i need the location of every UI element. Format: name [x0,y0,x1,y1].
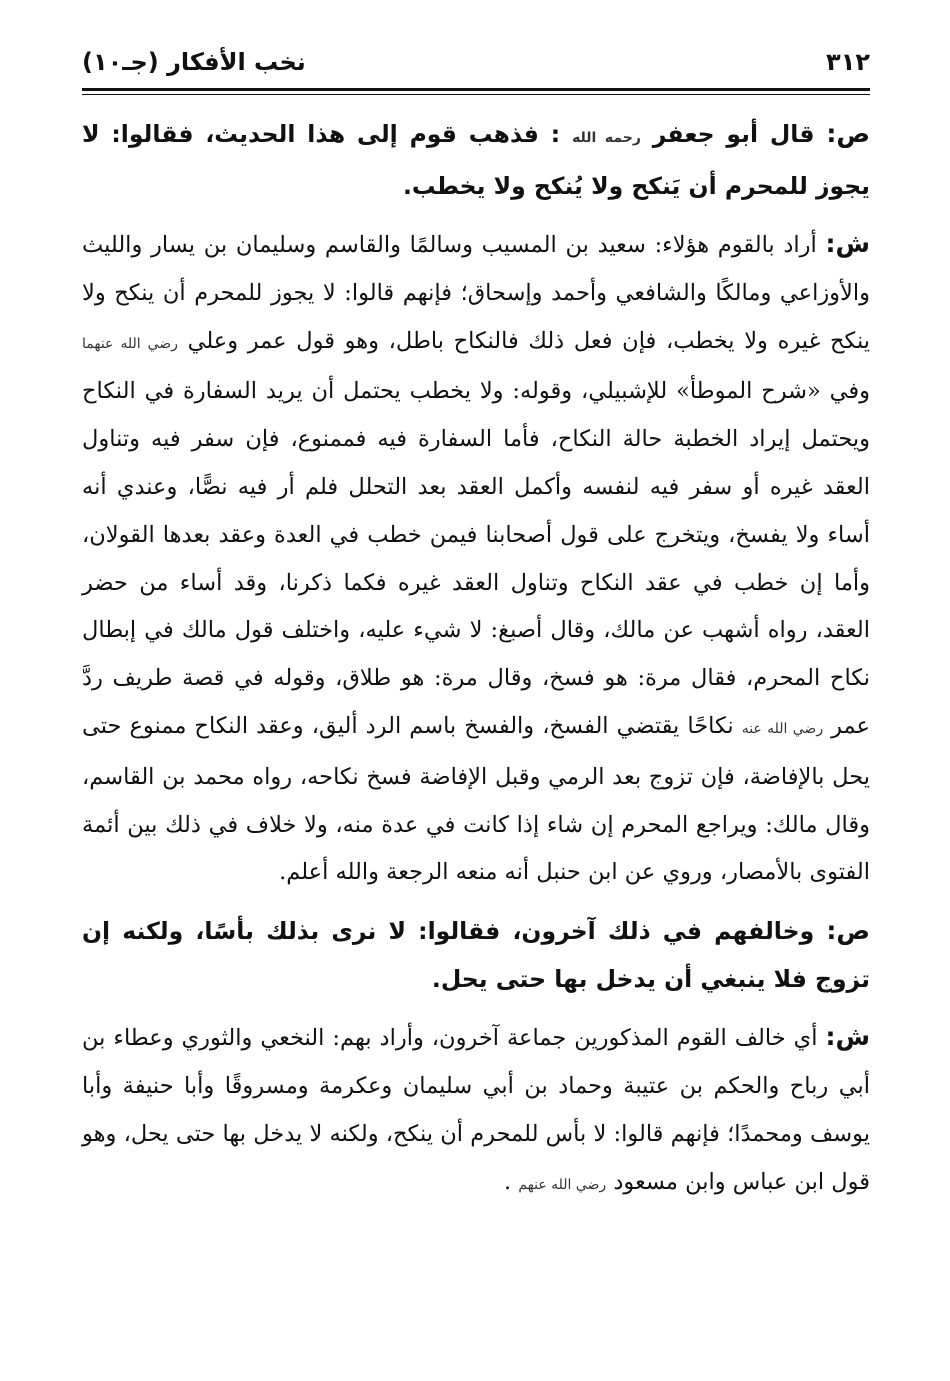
honorific-glyph: رضي الله عنهما [82,335,178,352]
sharh-text: أي خالف القوم المذكورين جماعة آخرون، وأراد بهم: النخعي والثوري وعطاء بن أبي رباح والحكم بن عتيبة وحماد بن أبي سليمان وعكرمة ومسروقًا وأبا حنيفة وأبا يوسف ومحمدًا؛ فإنهم قالوا: لا بأس للمحرم أن ينكح، ولكنه لا يدخل بها حتى يحل، وهو قول ابن عباس وابن مسعود [82,1025,870,1195]
matn-marker: ص: [826,916,870,946]
sharh-text: أراد بالقوم هؤلاء: سعيد بن المسيب وسالمًا والقاسم وسليمان بن يسار والليث والأوزاعي ومالكًا والشافعي وأحمد وإسحاق؛ فإنهم قالوا: لا يجوز للمحرم أن ينكح ولا ينكح غيره ولا يخطب، فإن فعل ذلك فالنكاح باطل، وهو قول عمر وعلي [82,232,870,354]
page-header [82,42,870,82]
sharh-marker: ش: [825,1022,870,1052]
sharh-paragraph-1 [82,220,870,897]
sharh-text: نكاحًا يقتضي الفسخ، والفسخ باسم الرد أليق، وعقد النكاح ممنوع حتى يحل بالإفاضة، فإن تزوج بعد الرمي وقبل الإفاضة فسخ نكاحه، رواه محمد بن القاسم، وقال مالك: ويراجع المحرم إن شاء إذا كانت في عدة منه، ولا خلاف في ذلك بين أئمة الفتوى بالأمصار، وروي عن ابن حنبل أنه منعه الرجعة والله أعلم. [82,712,870,886]
page-number: ٣١٢ [826,48,870,76]
matn-paragraph-2 [82,907,870,1003]
header-rule-thick [82,88,870,91]
matn-text: وخالفهم في ذلك آخرون، فقالوا: لا نرى بذلك بأسًا، ولكنه إن تزوج فلا ينبغي أن يدخل بها حتى يحل. [82,917,870,994]
matn-text: قال أبو جعفر [652,120,815,148]
sharh-text: وفي «شرح الموطأ» للإشبيلي، وقوله: ولا يخطب يحتمل أن يريد السفارة في النكاح ويحتمل إيراد الخطبة حالة النكاح، فأما السفارة فيه فممنوع، فإن سفر فيه وتناول العقد غيره أو سفر فيه لنفسه وأكمل العقد بعد التحلل فلم أر فيه نصًّا، وعندي أنه أساء ولا يفسخ، ويتخرج على قول أصحابنا فيمن خطب في العدة وعقد بعدها القولان، وأما إن خطب في عقد النكاح وتناول العقد غيره فكما ذكرنا، وقد أساء من حضر العقد، رواه أشهب عن مالك، وقال أصبغ: لا شيء عليه، واختلف قول مالك في إبطال نكاح المحرم، فقال مرة: هو فسخ، وقال مرة: هو طلاق، وقوله في قصة طريف ردَّ عمر [82,378,870,739]
honorific-glyph: رضي الله عنهم [518,1176,607,1193]
book-title: نخب الأفكار (جـ١٠) [82,48,306,76]
header-rule-thin [82,94,870,95]
sharh-text: . [504,1168,512,1195]
honorific-glyph: رضي الله عنه [741,720,824,737]
matn-text: : فذهب قوم إلى هذا الحديث، فقالوا: لا يجوز للمحرم أن يَنكح ولا يُنكح ولا يخطب. [82,120,870,200]
honorific-glyph: رحمه الله [572,130,641,146]
page-body [82,110,870,1219]
sharh-paragraph-2 [82,1013,870,1209]
sharh-marker: ش: [825,229,871,258]
matn-paragraph-1 [82,110,870,210]
matn-marker: ص: [826,119,870,148]
